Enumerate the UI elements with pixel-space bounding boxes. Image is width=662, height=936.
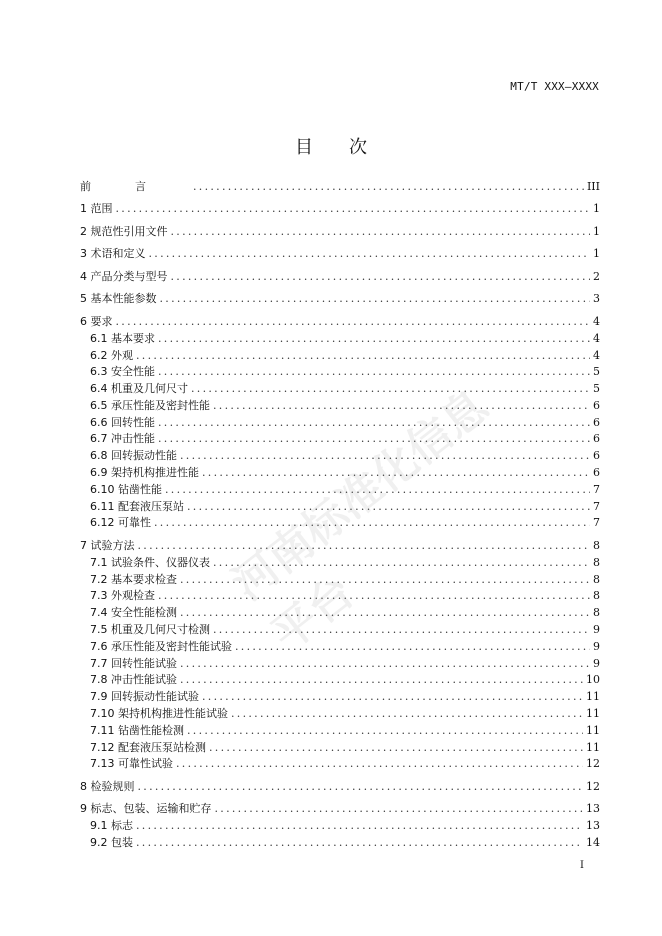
toc-entry-number: 9 (80, 802, 87, 816)
toc-entry-label: 机重及几何尺寸 (111, 382, 188, 396)
toc-entry-label: 回转性能试验 (111, 656, 177, 670)
toc-entry-number: 7.12 (90, 740, 115, 754)
toc-entry[interactable] (80, 431, 600, 448)
toc-entry[interactable] (80, 538, 600, 555)
toc-leader-dots (213, 622, 590, 639)
toc-entry-number: 7.9 (90, 690, 108, 704)
toc-entry-page: 6 (593, 415, 600, 429)
toc-entry-label: 钻凿性能检测 (118, 723, 184, 737)
toc-entry[interactable] (80, 448, 600, 465)
toc-entry-label: 回转振动性能试验 (111, 690, 199, 704)
toc-entry-label: 外观检查 (111, 589, 155, 603)
toc-entry-page: 4 (593, 314, 600, 328)
document-code: MT/T XXX—XXXX (510, 80, 599, 93)
toc-leader-dots (191, 381, 590, 398)
toc-leader-dots (187, 723, 583, 740)
toc-leader-dots (138, 538, 591, 555)
toc-entry-page: 13 (586, 819, 600, 833)
toc-entry-page: 8 (593, 555, 600, 569)
toc-entry[interactable] (80, 818, 600, 835)
toc-entry-number: 7.13 (90, 757, 115, 771)
toc-leader-dots (138, 779, 584, 796)
toc-entry[interactable] (80, 499, 600, 516)
toc-entry-number: 7.5 (90, 622, 108, 636)
toc-entry[interactable] (80, 179, 600, 196)
toc-entry-number: 6.11 (90, 499, 115, 513)
toc-leader-dots (158, 364, 590, 381)
toc-entry-page: 8 (593, 589, 600, 603)
toc-entry-label: 基本要求检查 (111, 572, 177, 586)
toc-entry-number: 3 (80, 247, 87, 261)
toc-entry-page: 9 (593, 656, 600, 670)
toc-entry-page: 10 (586, 673, 600, 687)
toc-entry-number: 2 (80, 224, 87, 238)
toc-entry-page: 3 (593, 292, 600, 306)
toc-entry[interactable] (80, 756, 600, 773)
toc-entry-page: 6 (593, 398, 600, 412)
toc-entry-page: 4 (593, 348, 600, 362)
toc-entry-label: 承压性能及密封性能 (111, 398, 210, 412)
toc-leader-dots (213, 555, 590, 572)
toc-leader-dots (171, 224, 591, 241)
toc-entry-number: 4 (80, 269, 87, 283)
toc-entry[interactable] (80, 381, 600, 398)
toc-entry-label: 冲击性能 (111, 432, 155, 446)
toc-entry-number: 7.2 (90, 572, 108, 586)
toc-entry-label: 规范性引用文件 (90, 224, 168, 238)
toc-entry-label: 安全性能检测 (111, 606, 177, 620)
toc-leader-dots (149, 246, 591, 263)
toc-entry-number: 6.10 (90, 482, 115, 496)
toc-entry-number: 7.8 (90, 673, 108, 687)
toc-leader-dots (180, 672, 583, 689)
toc-entry[interactable] (80, 398, 600, 415)
toc-entry-page: 1 (593, 202, 600, 216)
toc-entry-page: 6 (593, 449, 600, 463)
toc-entry-number: 6 (80, 314, 87, 328)
toc-leader-dots (209, 740, 583, 757)
toc-entry-page: 11 (586, 723, 600, 737)
toc-entry-number: 8 (80, 779, 87, 793)
toc-entry-number: 7.6 (90, 639, 108, 653)
toc-leader-dots (171, 269, 591, 286)
toc-leader-dots (154, 515, 590, 532)
toc-leader-dots (180, 605, 590, 622)
toc-leader-dots (187, 499, 590, 516)
toc-entry-label: 可靠性试验 (118, 757, 173, 771)
toc-entry-label: 机重及几何尺寸检测 (111, 622, 210, 636)
toc-entry[interactable] (80, 201, 600, 218)
toc-entry-page: 14 (586, 835, 600, 849)
toc-entry[interactable] (80, 515, 600, 532)
toc-entry[interactable] (80, 779, 600, 796)
toc-entry-label: 钻凿性能 (118, 482, 162, 496)
toc-leader-dots (202, 465, 590, 482)
toc-entry-number: 7.4 (90, 606, 108, 620)
toc-entry[interactable] (80, 801, 600, 818)
toc-entry-label: 可靠性 (118, 516, 151, 530)
toc-entry[interactable] (80, 622, 600, 639)
toc-entry-number: 7.1 (90, 555, 108, 569)
toc-entry-page: 4 (593, 331, 600, 345)
toc-entry[interactable] (80, 331, 600, 348)
toc-entry[interactable] (80, 465, 600, 482)
toc-entry-number: 9.2 (90, 835, 108, 849)
toc-entry-label: 标志 (111, 819, 133, 833)
toc-entry[interactable] (80, 482, 600, 499)
toc-entry-page: 8 (593, 538, 600, 552)
toc-entry-label: 配套液压泵站 (118, 499, 184, 513)
toc-entry-page: 11 (586, 706, 600, 720)
toc-entry-label: 产品分类与型号 (90, 269, 168, 283)
toc-entry[interactable] (80, 740, 600, 757)
toc-leader-dots (158, 588, 590, 605)
toc-entry-label: 包装 (111, 835, 133, 849)
toc-entry-number: 7.3 (90, 589, 108, 603)
toc-entry[interactable] (80, 246, 600, 263)
toc-entry-page: 1 (593, 247, 600, 261)
toc-entry[interactable] (80, 835, 600, 852)
toc-entry[interactable] (80, 291, 600, 308)
toc-entry-page: 13 (586, 802, 600, 816)
toc-entry-number: 6.8 (90, 449, 108, 463)
toc-entry-number: 9.1 (90, 819, 108, 833)
toc-entry[interactable] (80, 706, 600, 723)
toc-entry-label: 外观 (111, 348, 133, 362)
toc-entry[interactable] (80, 672, 600, 689)
toc-entry[interactable] (80, 656, 600, 673)
toc-entry-number: 6.4 (90, 382, 108, 396)
toc-entry-page: 8 (593, 572, 600, 586)
toc-leader-dots (136, 835, 583, 852)
page-title: 目 次 (295, 137, 367, 158)
toc-entry-label: 标志、包装、运输和贮存 (90, 802, 212, 816)
table-of-contents (80, 179, 600, 852)
toc-entry-label: 回转振动性能 (111, 449, 177, 463)
toc-entry-number: 6.9 (90, 466, 108, 480)
toc-entry-label: 冲击性能试验 (111, 673, 177, 687)
toc-entry-number: 6.12 (90, 516, 115, 530)
toc-entry[interactable] (80, 314, 600, 331)
toc-entry-label: 回转性能 (111, 415, 155, 429)
toc-entry-label: 架持机构推进性能试验 (118, 706, 228, 720)
toc-entry-label: 配套液压泵站检测 (118, 740, 206, 754)
toc-entry-page: 7 (593, 499, 600, 513)
toc-leader-dots (215, 801, 584, 818)
toc-entry-label: 试验条件、仪器仪表 (111, 555, 210, 569)
toc-entry[interactable] (80, 224, 600, 241)
toc-entry[interactable] (80, 689, 600, 706)
toc-leader-dots (193, 179, 584, 196)
toc-leader-dots (180, 572, 590, 589)
toc-entry-page: 6 (593, 432, 600, 446)
toc-entry-label: 术语和定义 (90, 247, 146, 261)
toc-entry-page: III (586, 180, 600, 193)
toc-leader-dots (116, 201, 591, 218)
toc-entry-number: 6.3 (90, 365, 108, 379)
toc-leader-dots (158, 415, 590, 432)
toc-entry-page: 6 (593, 466, 600, 480)
toc-entry-page: 7 (593, 516, 600, 530)
page-number: I (580, 860, 584, 871)
toc-leader-dots (116, 314, 591, 331)
toc-leader-dots (180, 656, 590, 673)
watermark-text: 河南标准化信息平台 (223, 380, 498, 661)
toc-entry-page: 9 (593, 639, 600, 653)
toc-leader-dots (165, 482, 590, 499)
toc-entry-number: 5 (80, 292, 87, 306)
toc-entry-number: 7.10 (90, 706, 115, 720)
toc-leader-dots (180, 448, 590, 465)
toc-entry[interactable] (80, 348, 600, 365)
toc-entry-number: 6.2 (90, 348, 108, 362)
toc-leader-dots (202, 689, 583, 706)
toc-entry-label: 要求 (90, 314, 113, 328)
toc-entry-page: 8 (593, 606, 600, 620)
toc-leader-dots (160, 291, 591, 308)
toc-entry-number: 1 (80, 202, 87, 216)
toc-entry-label: 基本性能参数 (90, 292, 157, 306)
toc-entry-number: 7.11 (90, 723, 115, 737)
toc-entry[interactable] (80, 588, 600, 605)
toc-entry[interactable] (80, 605, 600, 622)
toc-entry-page: 11 (586, 740, 600, 754)
toc-entry-label: 试验方法 (90, 538, 135, 552)
toc-entry[interactable] (80, 415, 600, 432)
toc-entry-page: 12 (586, 757, 600, 771)
toc-entry-page: 2 (593, 269, 600, 283)
toc-entry-number: 6.6 (90, 415, 108, 429)
toc-leader-dots (136, 818, 583, 835)
toc-entry-number: 7 (80, 538, 87, 552)
toc-entry-number: 6.7 (90, 432, 108, 446)
toc-entry[interactable] (80, 555, 600, 572)
toc-entry-page: 5 (593, 382, 600, 396)
toc-entry-label: 前言 (80, 180, 190, 193)
toc-entry[interactable] (80, 639, 600, 656)
toc-leader-dots (158, 431, 590, 448)
toc-leader-dots (136, 348, 590, 365)
toc-entry-number: 6.1 (90, 331, 108, 345)
toc-entry-page: 9 (593, 622, 600, 636)
toc-leader-dots (235, 639, 590, 656)
toc-entry-label: 架持机构推进性能 (111, 466, 199, 480)
toc-entry[interactable] (80, 723, 600, 740)
toc-leader-dots (176, 756, 583, 773)
toc-entry-label: 检验规则 (90, 779, 135, 793)
toc-entry-page: 7 (593, 482, 600, 496)
toc-entry-label: 承压性能及密封性能试验 (111, 639, 232, 653)
toc-leader-dots (231, 706, 583, 723)
toc-leader-dots (213, 398, 590, 415)
toc-entry-label: 基本要求 (111, 331, 155, 345)
toc-entry-page: 12 (586, 779, 600, 793)
toc-entry-label: 安全性能 (111, 365, 155, 379)
toc-entry-label: 范围 (90, 202, 113, 216)
toc-entry-page: 5 (593, 365, 600, 379)
toc-entry[interactable] (80, 572, 600, 589)
toc-entry-number: 7.7 (90, 656, 108, 670)
toc-leader-dots (158, 331, 590, 348)
toc-entry[interactable] (80, 364, 600, 381)
toc-entry-number: 6.5 (90, 398, 108, 412)
toc-entry-page: 1 (593, 224, 600, 238)
toc-entry[interactable] (80, 269, 600, 286)
toc-entry-page: 11 (586, 690, 600, 704)
